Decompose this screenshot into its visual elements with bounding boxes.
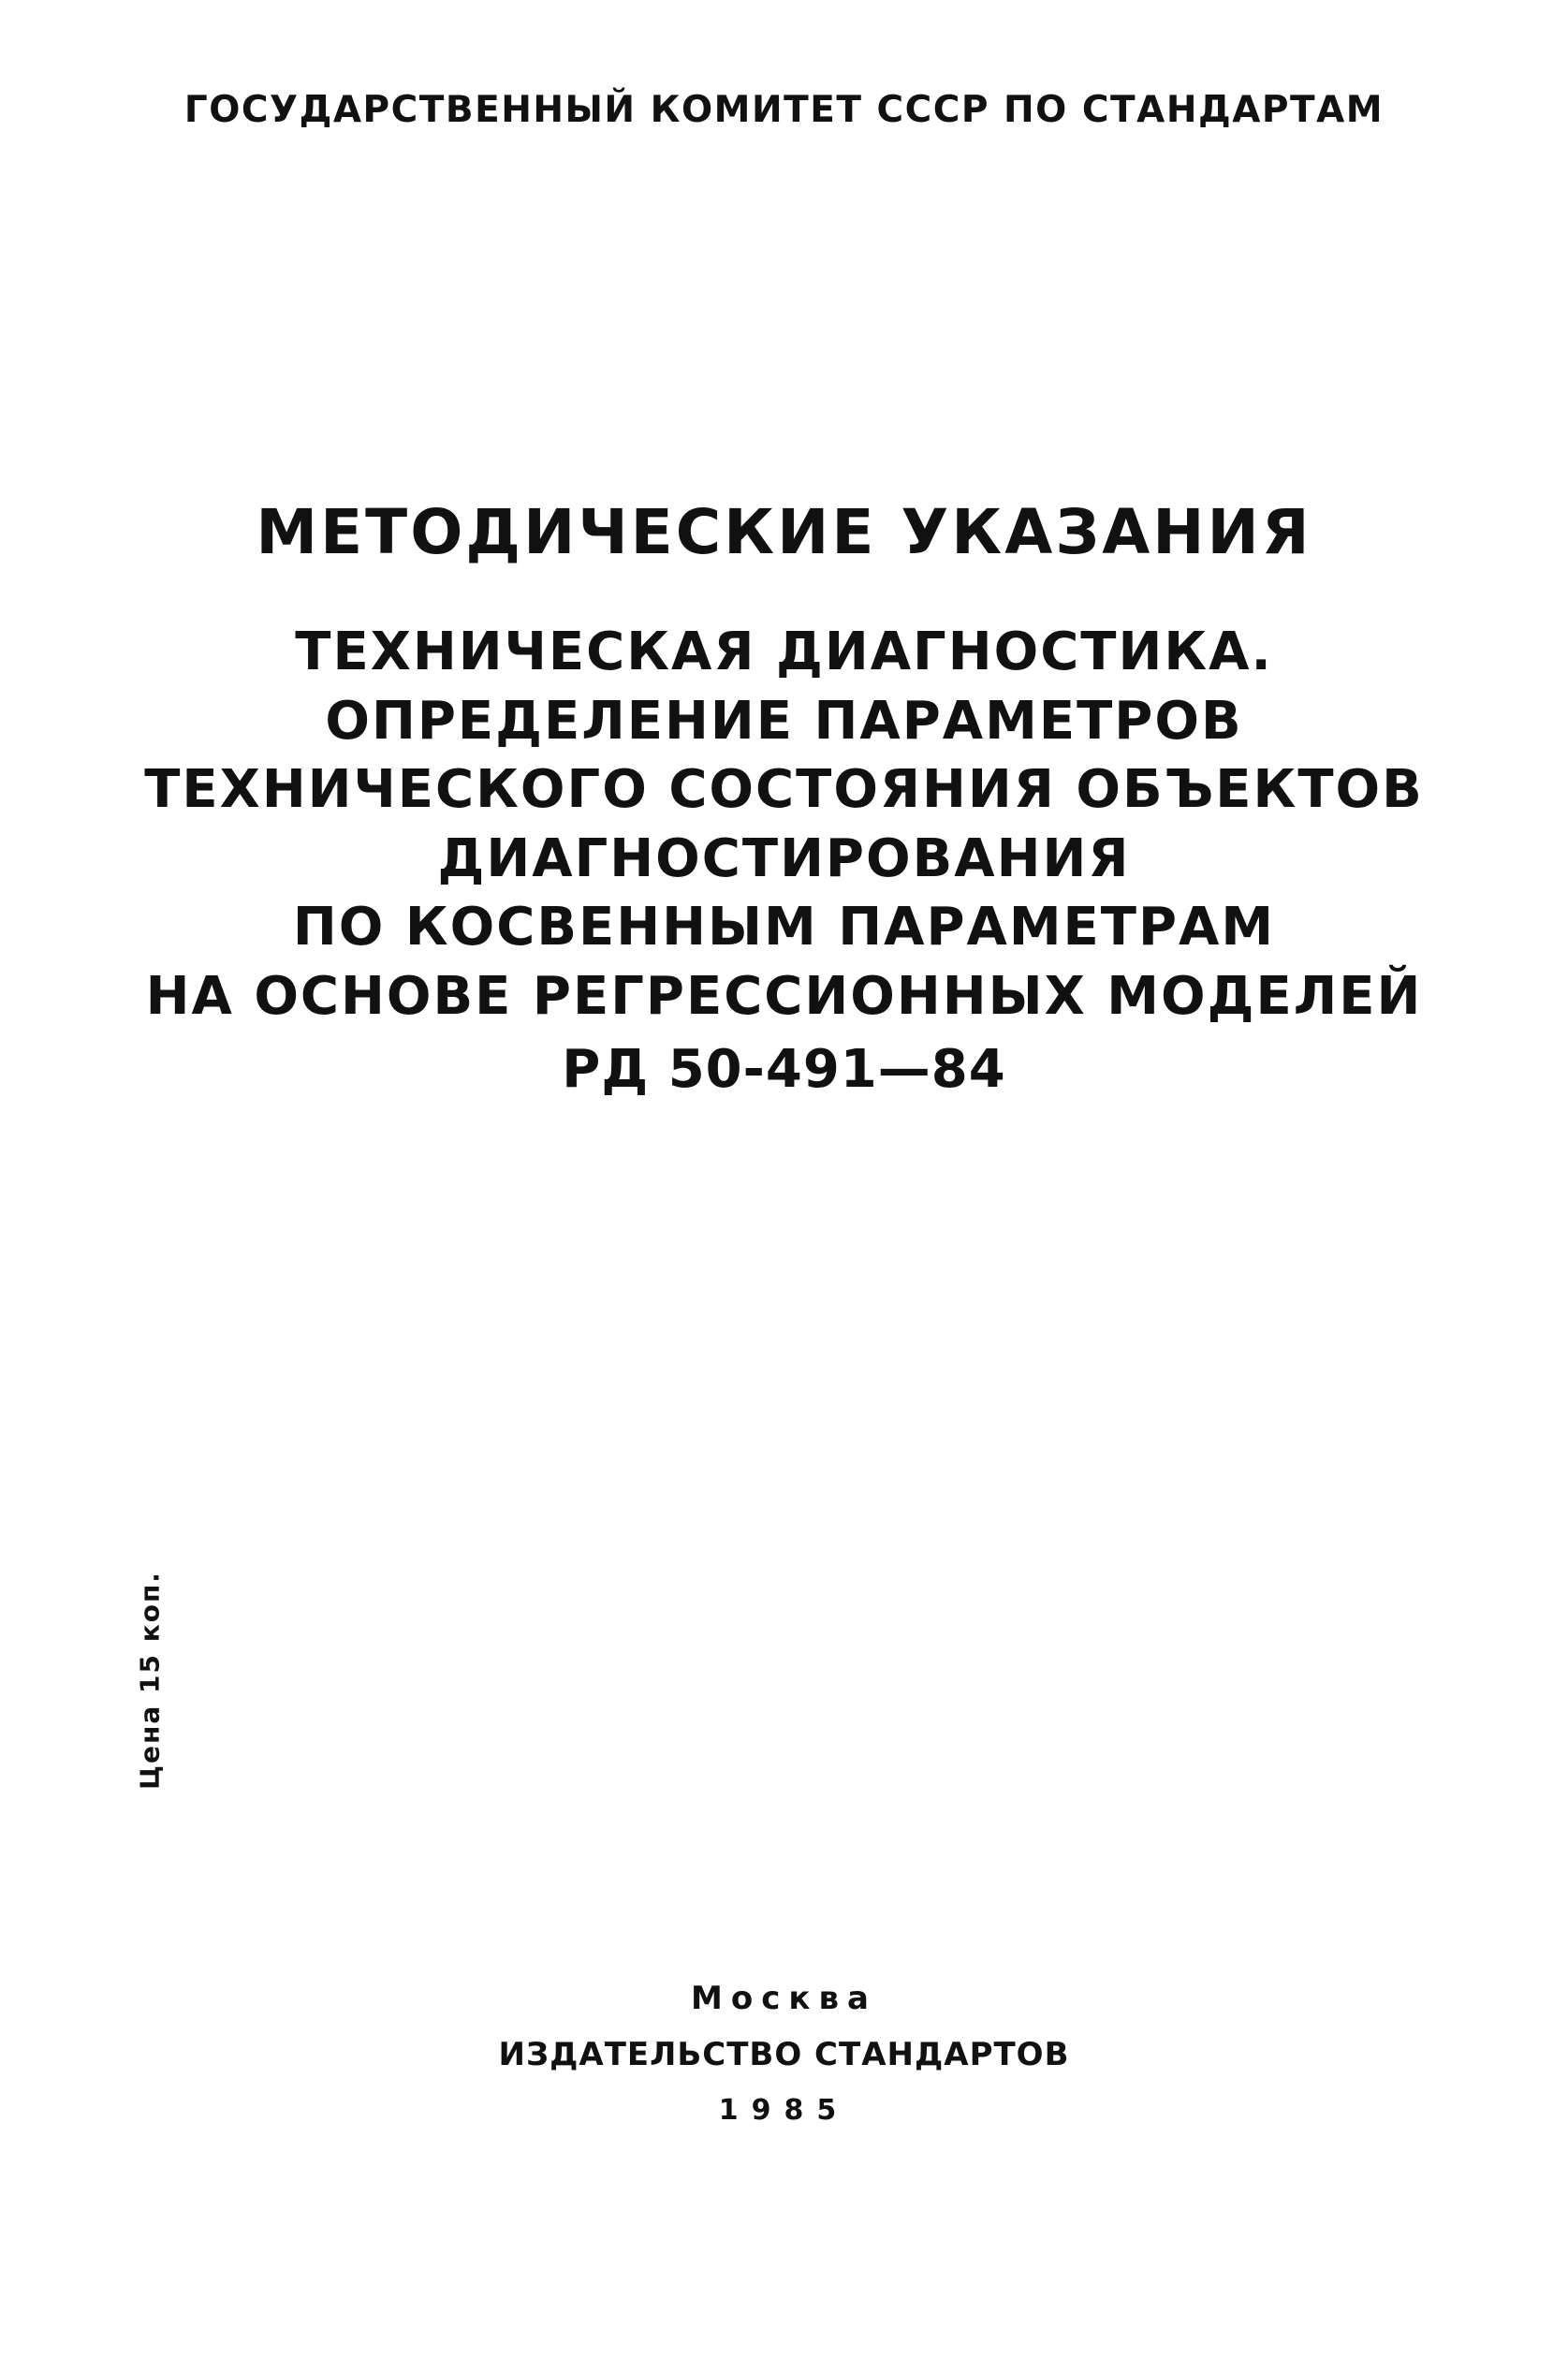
title-line: НА ОСНОВЕ РЕГРЕССИОННЫХ МОДЕЛЕЙ: [145, 965, 1423, 1027]
title-line: ТЕХНИЧЕСКАЯ ДИАГНОСТИКА.: [295, 622, 1273, 682]
document-type: МЕТОДИЧЕСКИЕ УКАЗАНИЯ: [256, 496, 1312, 568]
document-title: [0, 618, 1568, 1031]
title-line: ПО КОСВЕННЫМ ПАРАМЕТРАМ: [292, 897, 1276, 958]
imprint-city: Москва: [691, 1980, 877, 2017]
imprint-publisher: ИЗДАТЕЛЬСТВО СТАНДАРТОВ: [498, 2036, 1070, 2073]
price-text: Цена 15 коп.: [134, 1571, 166, 1790]
committee-header: ГОСУДАРСТВЕННЫЙ КОМИТЕТ СССР ПО СТАНДАРТАМ: [183, 89, 1385, 131]
title-line: ОПРЕДЕЛЕНИЕ ПАРАМЕТРОВ: [325, 690, 1243, 752]
document-number: РД 50-491—84: [562, 1039, 1006, 1100]
title-line: ТЕХНИЧЕСКОГО СОСТОЯНИЯ ОБЪЕКТОВ: [144, 759, 1424, 820]
title-line: ДИАГНОСТИРОВАНИЯ: [437, 827, 1131, 889]
imprint-year: 1985: [718, 2094, 850, 2127]
